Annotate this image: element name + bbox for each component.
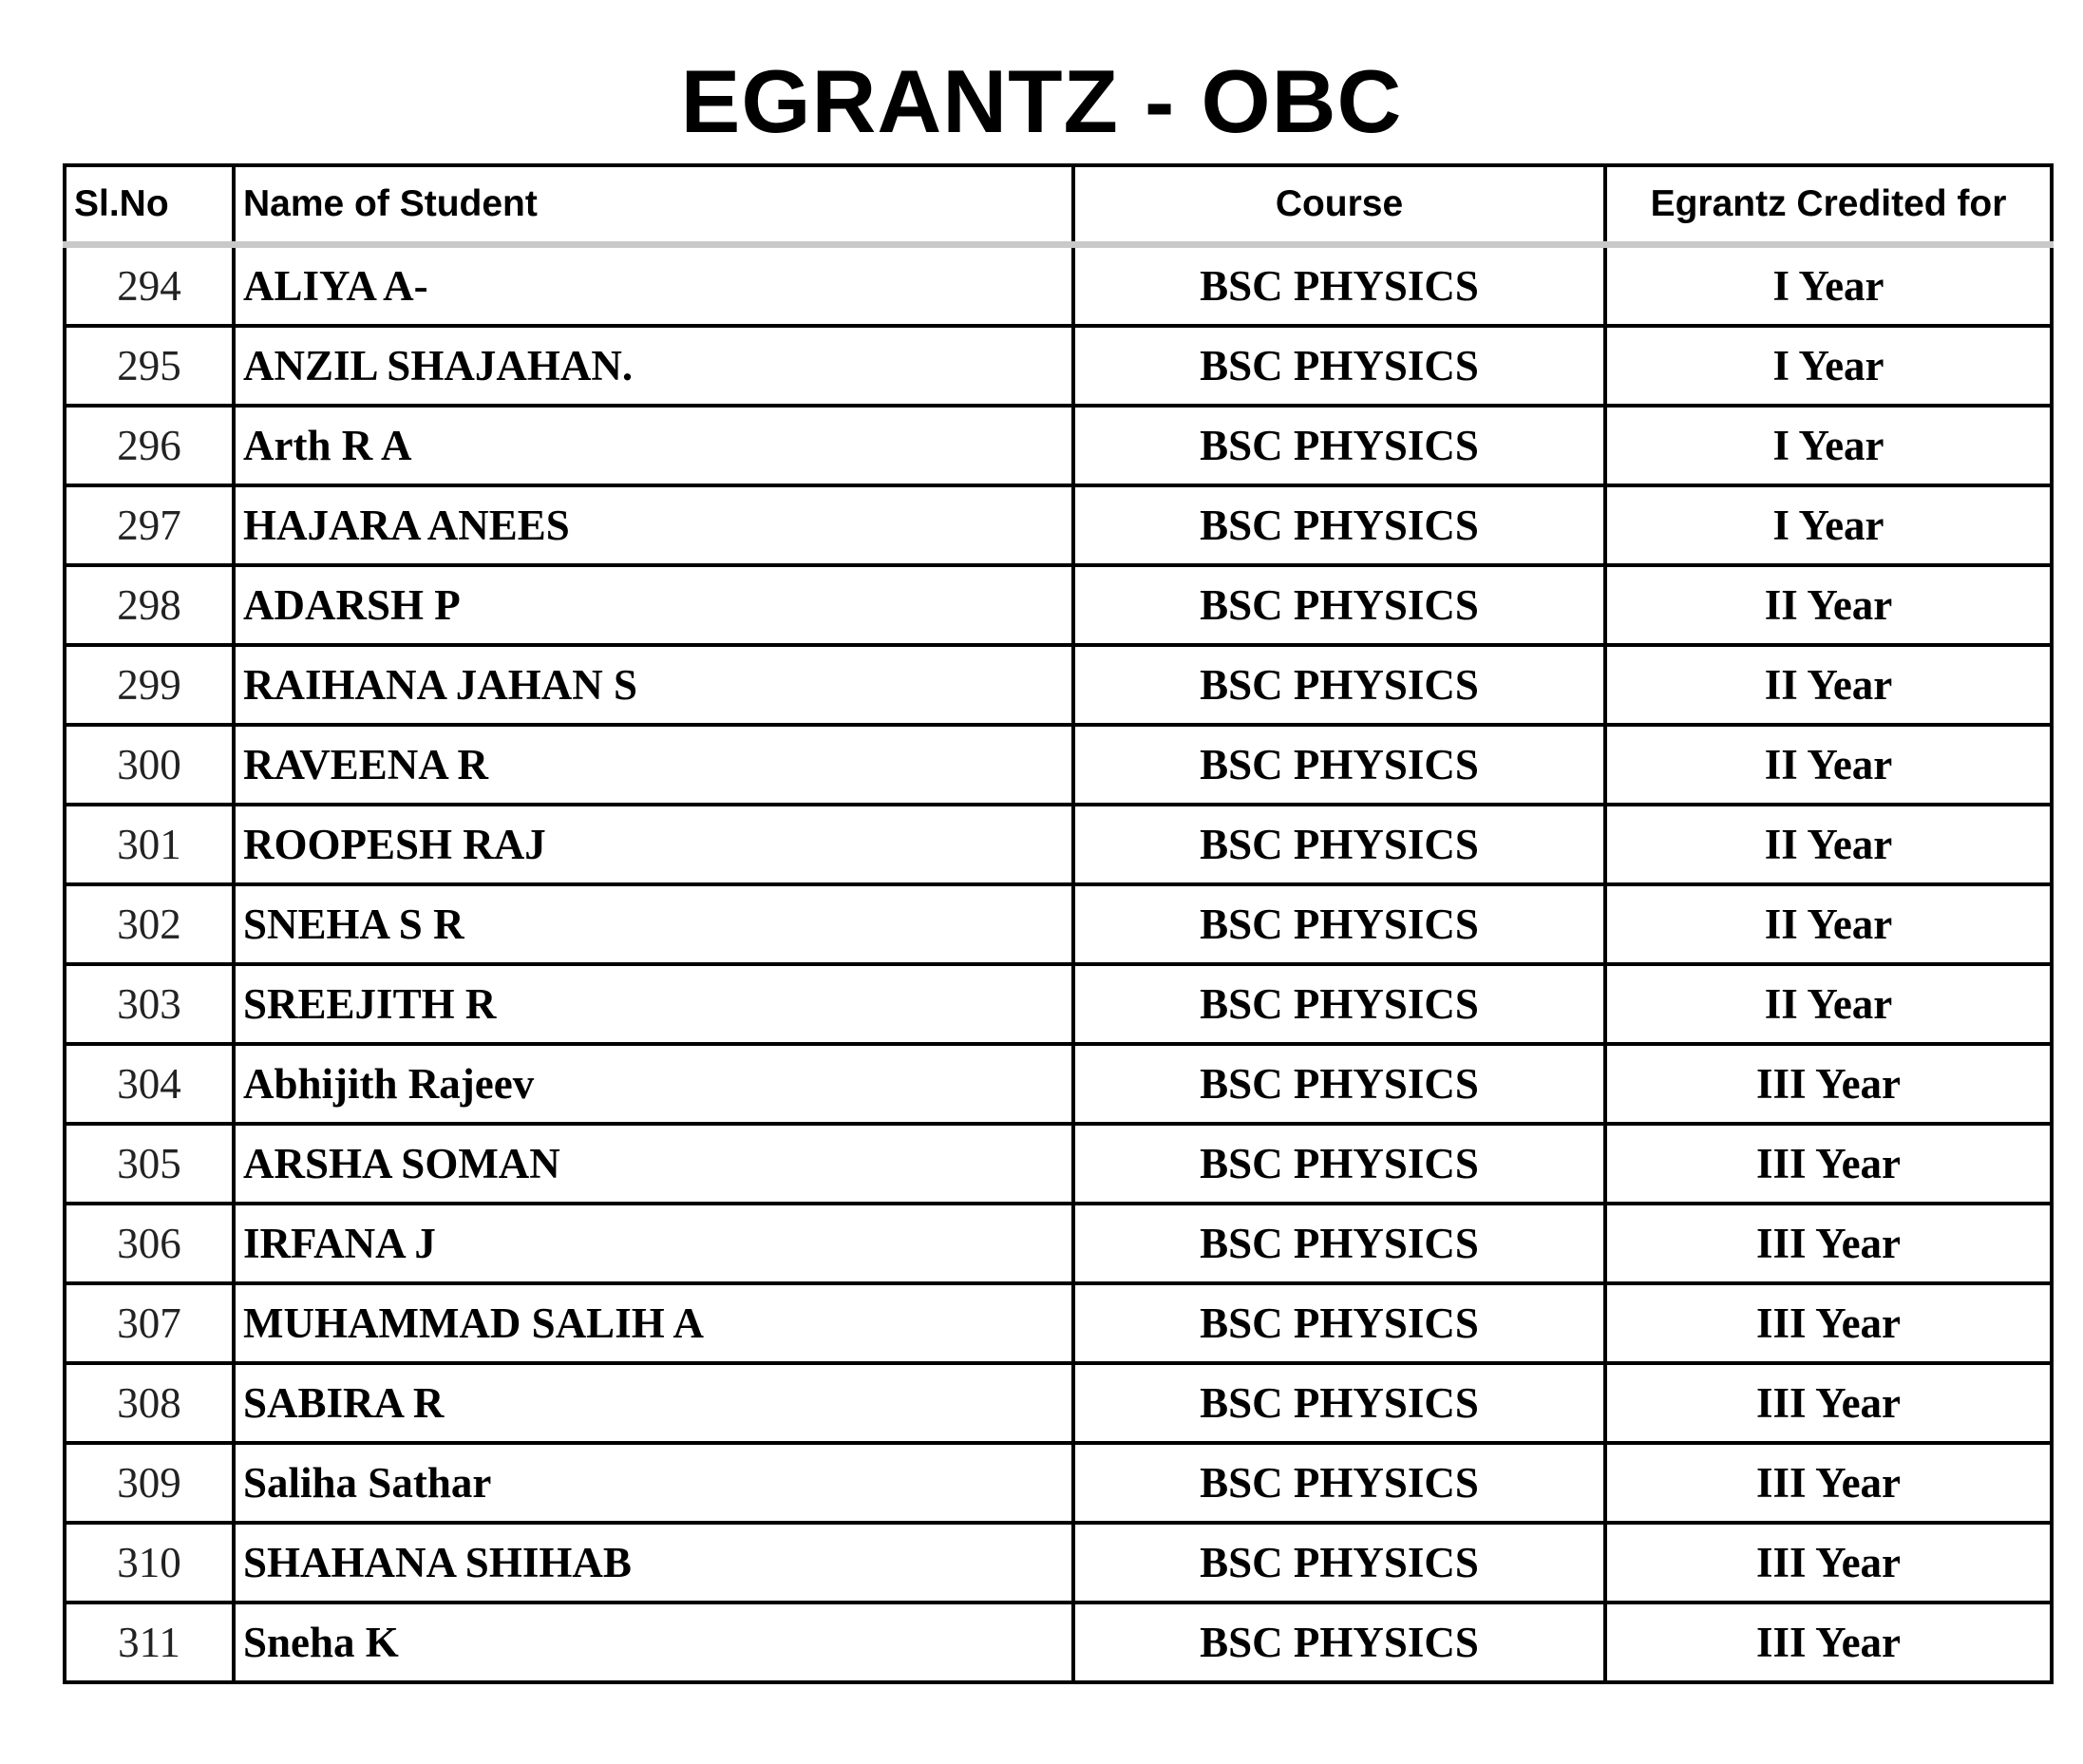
cell-sl-no: 301	[65, 805, 234, 884]
cell-sl-no: 300	[65, 725, 234, 805]
cell-student-name: Saliha Sathar	[234, 1443, 1073, 1523]
cell-credited-for: III Year	[1605, 1124, 2052, 1204]
cell-credited-for: III Year	[1605, 1204, 2052, 1283]
cell-credited-for: II Year	[1605, 725, 2052, 805]
cell-course: BSC PHYSICS	[1073, 1124, 1605, 1204]
header-row	[65, 165, 2052, 245]
cell-student-name: SHAHANA SHIHAB	[234, 1523, 1073, 1603]
cell-sl-no: 297	[65, 485, 234, 565]
cell-student-name: ARSHA SOMAN	[234, 1124, 1073, 1204]
table-row	[65, 565, 2052, 645]
cell-course: BSC PHYSICS	[1073, 1283, 1605, 1363]
cell-course: BSC PHYSICS	[1073, 1204, 1605, 1283]
table-row	[65, 485, 2052, 565]
table-row	[65, 884, 2052, 964]
cell-course: BSC PHYSICS	[1073, 645, 1605, 725]
page-title: EGRANTZ - OBC	[680, 51, 1403, 151]
cell-course: BSC PHYSICS	[1073, 565, 1605, 645]
table-row	[65, 1204, 2052, 1283]
cell-course: BSC PHYSICS	[1073, 1603, 1605, 1682]
cell-course: BSC PHYSICS	[1073, 725, 1605, 805]
cell-student-name: Abhijith Rajeev	[234, 1044, 1073, 1124]
header-sl-no: Sl.No	[65, 165, 234, 245]
cell-credited-for: III Year	[1605, 1443, 2052, 1523]
table-row	[65, 1363, 2052, 1443]
table-row	[65, 406, 2052, 485]
cell-student-name: SABIRA R	[234, 1363, 1073, 1443]
cell-student-name: ALIYA A-	[234, 245, 1073, 327]
cell-course: BSC PHYSICS	[1073, 1443, 1605, 1523]
cell-sl-no: 294	[65, 245, 234, 327]
cell-credited-for: III Year	[1605, 1044, 2052, 1124]
table-body	[65, 245, 2052, 1683]
cell-student-name: MUHAMMAD SALIH A	[234, 1283, 1073, 1363]
cell-student-name: HAJARA ANEES	[234, 485, 1073, 565]
cell-sl-no: 307	[65, 1283, 234, 1363]
table-row	[65, 1603, 2052, 1682]
table-row	[65, 1283, 2052, 1363]
cell-sl-no: 303	[65, 964, 234, 1044]
table-row	[65, 326, 2052, 406]
table-row	[65, 725, 2052, 805]
cell-sl-no: 298	[65, 565, 234, 645]
table-row	[65, 245, 2052, 327]
cell-credited-for: II Year	[1605, 645, 2052, 725]
table-row	[65, 1523, 2052, 1603]
cell-credited-for: III Year	[1605, 1603, 2052, 1682]
cell-sl-no: 304	[65, 1044, 234, 1124]
cell-student-name: SREEJITH R	[234, 964, 1073, 1044]
cell-student-name: Arth R A	[234, 406, 1073, 485]
cell-sl-no: 302	[65, 884, 234, 964]
cell-sl-no: 310	[65, 1523, 234, 1603]
cell-credited-for: II Year	[1605, 884, 2052, 964]
table-row	[65, 1124, 2052, 1204]
cell-credited-for: I Year	[1605, 485, 2052, 565]
table-row	[65, 645, 2052, 725]
header-name: Name of Student	[234, 165, 1073, 245]
table-row	[65, 805, 2052, 884]
cell-student-name: Sneha K	[234, 1603, 1073, 1682]
cell-credited-for: III Year	[1605, 1523, 2052, 1603]
cell-course: BSC PHYSICS	[1073, 406, 1605, 485]
cell-credited-for: II Year	[1605, 565, 2052, 645]
cell-sl-no: 309	[65, 1443, 234, 1523]
cell-student-name: RAIHANA JAHAN S	[234, 645, 1073, 725]
cell-sl-no: 308	[65, 1363, 234, 1443]
cell-student-name: ROOPESH RAJ	[234, 805, 1073, 884]
cell-course: BSC PHYSICS	[1073, 245, 1605, 327]
cell-credited-for: III Year	[1605, 1283, 2052, 1363]
table-row	[65, 964, 2052, 1044]
cell-course: BSC PHYSICS	[1073, 326, 1605, 406]
cell-credited-for: I Year	[1605, 245, 2052, 327]
cell-student-name: ANZIL SHAJAHAN.	[234, 326, 1073, 406]
header-course: Course	[1073, 165, 1605, 245]
cell-course: BSC PHYSICS	[1073, 805, 1605, 884]
cell-student-name: ADARSH P	[234, 565, 1073, 645]
cell-sl-no: 305	[65, 1124, 234, 1204]
cell-course: BSC PHYSICS	[1073, 1363, 1605, 1443]
cell-course: BSC PHYSICS	[1073, 1044, 1605, 1124]
cell-sl-no: 306	[65, 1204, 234, 1283]
table-header	[65, 165, 2052, 245]
cell-sl-no: 311	[65, 1603, 234, 1682]
cell-course: BSC PHYSICS	[1073, 485, 1605, 565]
students-table	[63, 163, 2054, 1684]
table-row	[65, 1443, 2052, 1523]
cell-credited-for: II Year	[1605, 964, 2052, 1044]
cell-course: BSC PHYSICS	[1073, 1523, 1605, 1603]
cell-student-name: IRFANA J	[234, 1204, 1073, 1283]
header-credited-for: Egrantz Credited for	[1605, 165, 2052, 245]
cell-sl-no: 299	[65, 645, 234, 725]
cell-credited-for: III Year	[1605, 1363, 2052, 1443]
cell-credited-for: I Year	[1605, 406, 2052, 485]
table-row	[65, 1044, 2052, 1124]
cell-course: BSC PHYSICS	[1073, 964, 1605, 1044]
cell-course: BSC PHYSICS	[1073, 884, 1605, 964]
cell-student-name: SNEHA S R	[234, 884, 1073, 964]
cell-credited-for: II Year	[1605, 805, 2052, 884]
cell-student-name: RAVEENA R	[234, 725, 1073, 805]
cell-sl-no: 295	[65, 326, 234, 406]
cell-sl-no: 296	[65, 406, 234, 485]
cell-credited-for: I Year	[1605, 326, 2052, 406]
